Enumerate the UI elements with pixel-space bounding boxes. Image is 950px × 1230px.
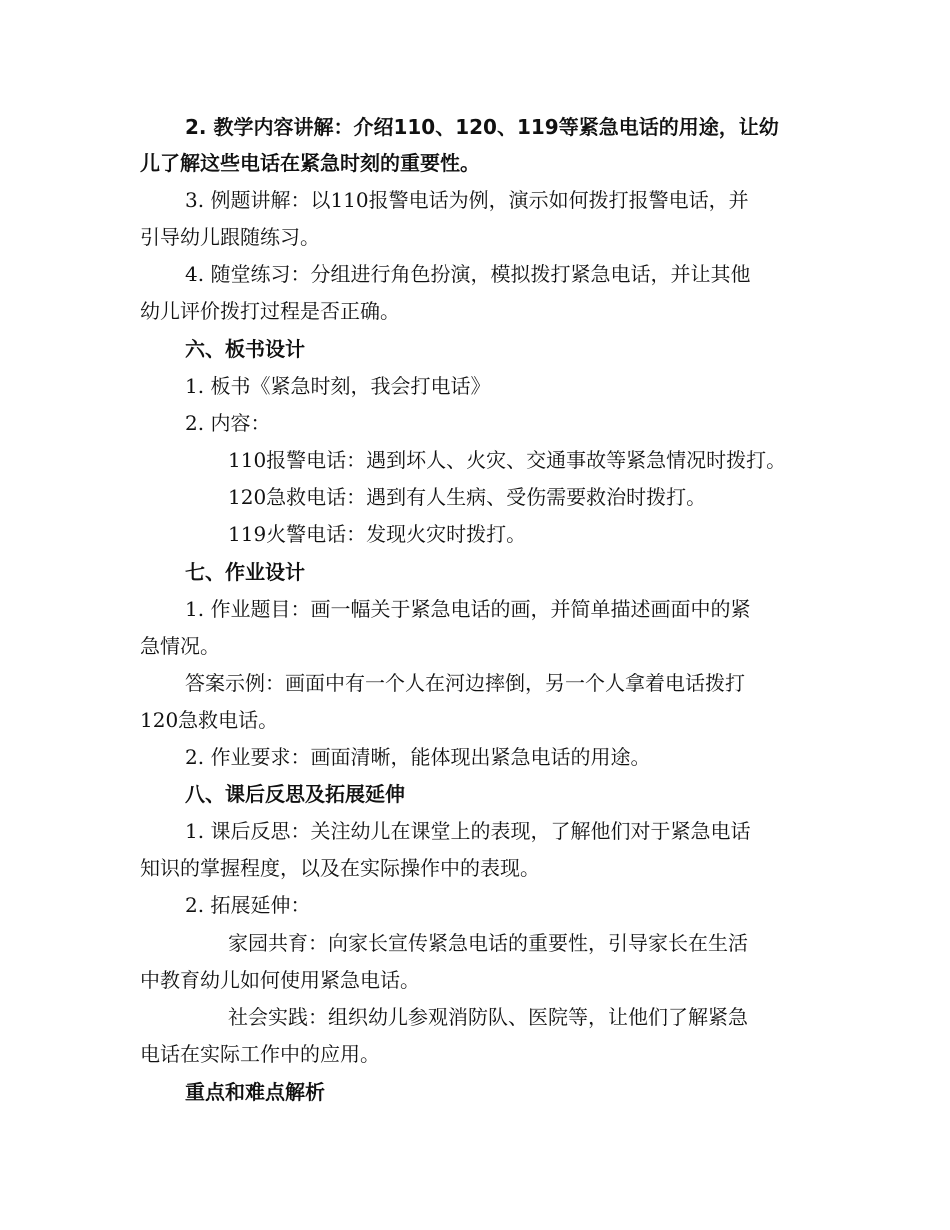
paragraph-line: 儿了解这些电话在紧急时刻的重要性。 — [140, 151, 480, 175]
paragraph-line: 120急救电话：遇到有人生病、受伤需要救治时拨打。 — [228, 485, 707, 509]
paragraph-line: 电话在实际工作中的应用。 — [140, 1042, 380, 1066]
paragraph-line: 1. 板书《紧急时刻，我会打电话》 — [185, 374, 491, 398]
paragraph-line: 110报警电话：遇到坏人、火灾、交通事故等紧急情况时拨打。 — [228, 448, 787, 472]
paragraph-line: 幼儿评价拨打过程是否正确。 — [140, 299, 400, 323]
paragraph-line: 120急救电话。 — [140, 708, 279, 732]
paragraph-line: 1. 课后反思：关注幼儿在课堂上的表现，了解他们对于紧急电话 — [185, 819, 751, 843]
paragraph-line: 2. 内容： — [185, 411, 271, 435]
section-heading: 六、板书设计 — [185, 337, 305, 361]
paragraph-line: 家园共育：向家长宣传紧急电话的重要性，引导家长在生活 — [228, 931, 748, 955]
paragraph-line: 知识的掌握程度，以及在实际操作中的表现。 — [140, 856, 540, 880]
paragraph-line: 2. 拓展延伸： — [185, 893, 311, 917]
paragraph-line: 引导幼儿跟随练习。 — [140, 225, 320, 249]
section-heading: 八、课后反思及拓展延伸 — [185, 782, 405, 806]
paragraph-line: 4. 随堂练习：分组进行角色扮演，模拟拨打紧急电话，并让其他 — [185, 262, 751, 286]
paragraph-line: 社会实践：组织幼儿参观消防队、医院等，让他们了解紧急 — [228, 1005, 748, 1029]
paragraph-line: 119火警电话：发现火灾时拨打。 — [228, 522, 527, 546]
section-heading: 重点和难点解析 — [185, 1080, 325, 1104]
paragraph-line: 2. 作业要求：画面清晰，能体现出紧急电话的用途。 — [185, 745, 651, 769]
paragraph-line: 中教育幼儿如何使用紧急电话。 — [140, 968, 420, 992]
paragraph-line: 答案示例：画面中有一个人在河边摔倒，另一个人拿着电话拨打 — [185, 671, 745, 695]
paragraph-line: 1. 作业题目：画一幅关于紧急电话的画，并简单描述画面中的紧 — [185, 597, 751, 621]
paragraph-line: 急情况。 — [140, 634, 220, 658]
paragraph-line: 2. 教学内容讲解：介绍110、120、119等紧急电话的用途，让幼 — [185, 115, 779, 139]
paragraph-line: 3. 例题讲解：以110报警电话为例，演示如何拨打报警电话，并 — [185, 188, 749, 212]
section-heading: 七、作业设计 — [185, 560, 305, 584]
